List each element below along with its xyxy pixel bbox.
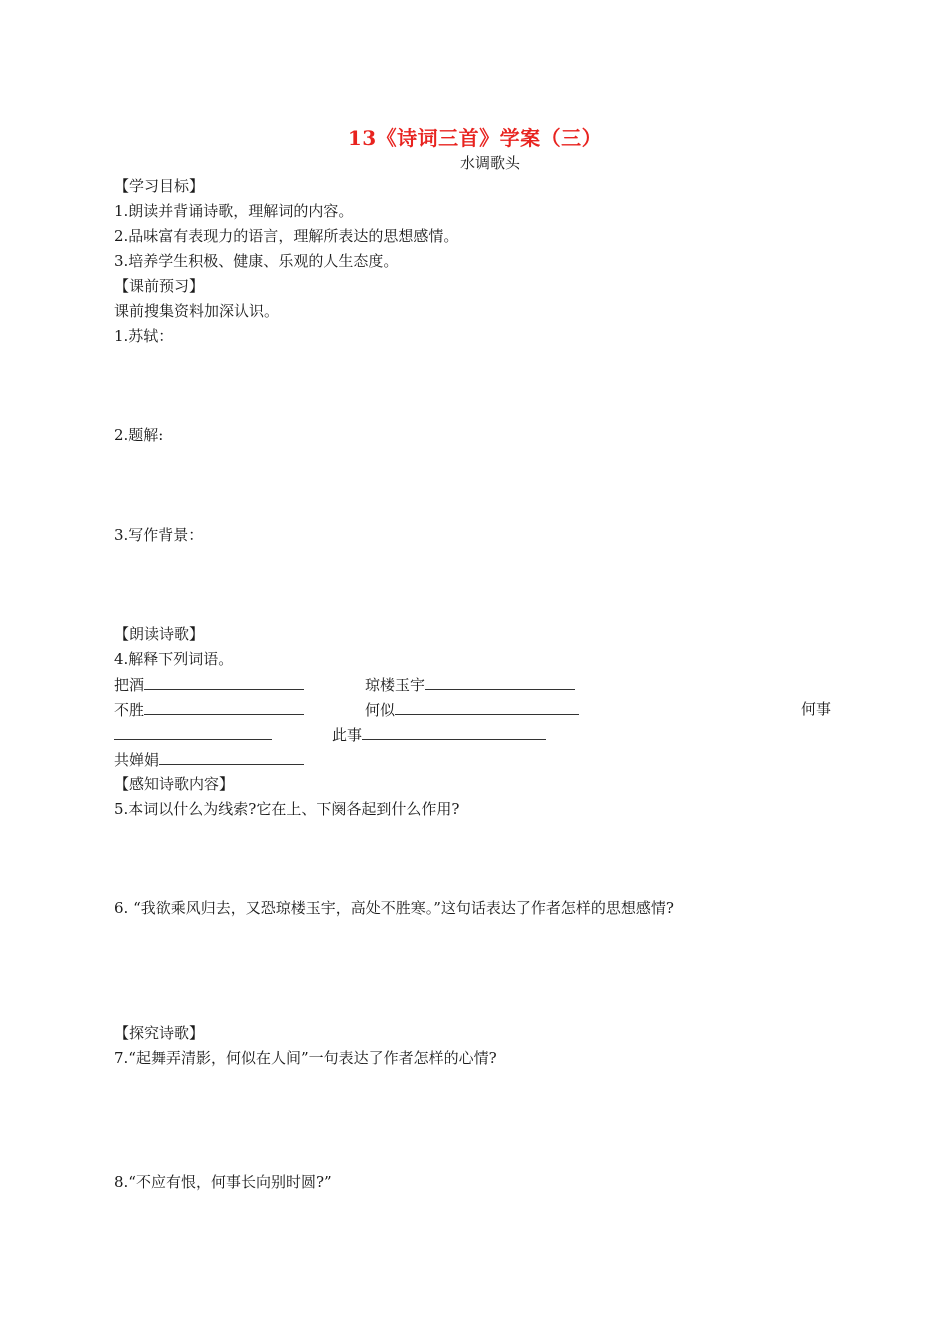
- answer-blank[interactable]: [159, 749, 304, 765]
- objective-item: 3.培养学生积极、健康、乐观的人生态度。: [114, 252, 399, 270]
- answer-blank[interactable]: [425, 674, 575, 690]
- term-field[interactable]: [332, 724, 546, 745]
- page-title: 13《诗词三首》学案（三）: [347, 126, 603, 150]
- objective-item: 2.品味富有表现力的语言，理解所表达的思想感情。: [114, 227, 459, 245]
- preview-item: 3.写作背景：: [114, 526, 204, 544]
- term-label: 共婵娟: [114, 751, 160, 769]
- term-field[interactable]: [114, 699, 304, 720]
- term-field[interactable]: [114, 674, 304, 695]
- answer-blank[interactable]: [395, 699, 579, 715]
- term-label: 琼楼玉宇: [365, 676, 426, 694]
- preview-item: 1.苏轼：: [114, 327, 174, 345]
- question-4: 4.解释下列词语。: [114, 650, 234, 668]
- term-field[interactable]: [365, 674, 575, 695]
- term-field[interactable]: [365, 699, 579, 720]
- objectives-header: 【学习目标】: [114, 177, 205, 195]
- answer-blank[interactable]: [114, 724, 272, 740]
- explore-header: 【探究诗歌】: [114, 1024, 205, 1042]
- preview-item: 2.题解:: [114, 426, 164, 444]
- term-label: 把酒: [114, 676, 145, 694]
- answer-blank-field[interactable]: [114, 724, 272, 745]
- question-8: 8.“不应有恨，何事长向别时圆?”: [114, 1173, 332, 1191]
- page-subtitle: 水调歌头: [459, 154, 520, 172]
- reading-header: 【朗读诗歌】: [114, 625, 205, 643]
- question-6: 6. “我欲乘风归去，又恐琼楼玉宇，高处不胜寒。”这句话表达了作者怎样的思想感情?: [114, 899, 674, 917]
- question-7: 7.“起舞弄清影，何似在人间”一句表达了作者怎样的心情?: [114, 1049, 497, 1067]
- term-label: 何事: [801, 700, 832, 718]
- term-label: 不胜: [114, 701, 145, 719]
- answer-blank[interactable]: [362, 724, 546, 740]
- answer-blank[interactable]: [144, 674, 304, 690]
- answer-blank[interactable]: [144, 699, 304, 715]
- term-label: 此事: [332, 726, 363, 744]
- term-field[interactable]: [114, 749, 304, 770]
- term-label: 何似: [365, 701, 396, 719]
- preview-header: 【课前预习】: [114, 277, 205, 295]
- preview-intro: 课前搜集资料加深认识。: [114, 302, 280, 320]
- question-5: 5.本词以什么为线索?它在上、下阕各起到什么作用?: [114, 800, 460, 818]
- content-header: 【感知诗歌内容】: [114, 775, 235, 793]
- objective-item: 1.朗读并背诵诗歌，理解词的内容。: [114, 202, 354, 220]
